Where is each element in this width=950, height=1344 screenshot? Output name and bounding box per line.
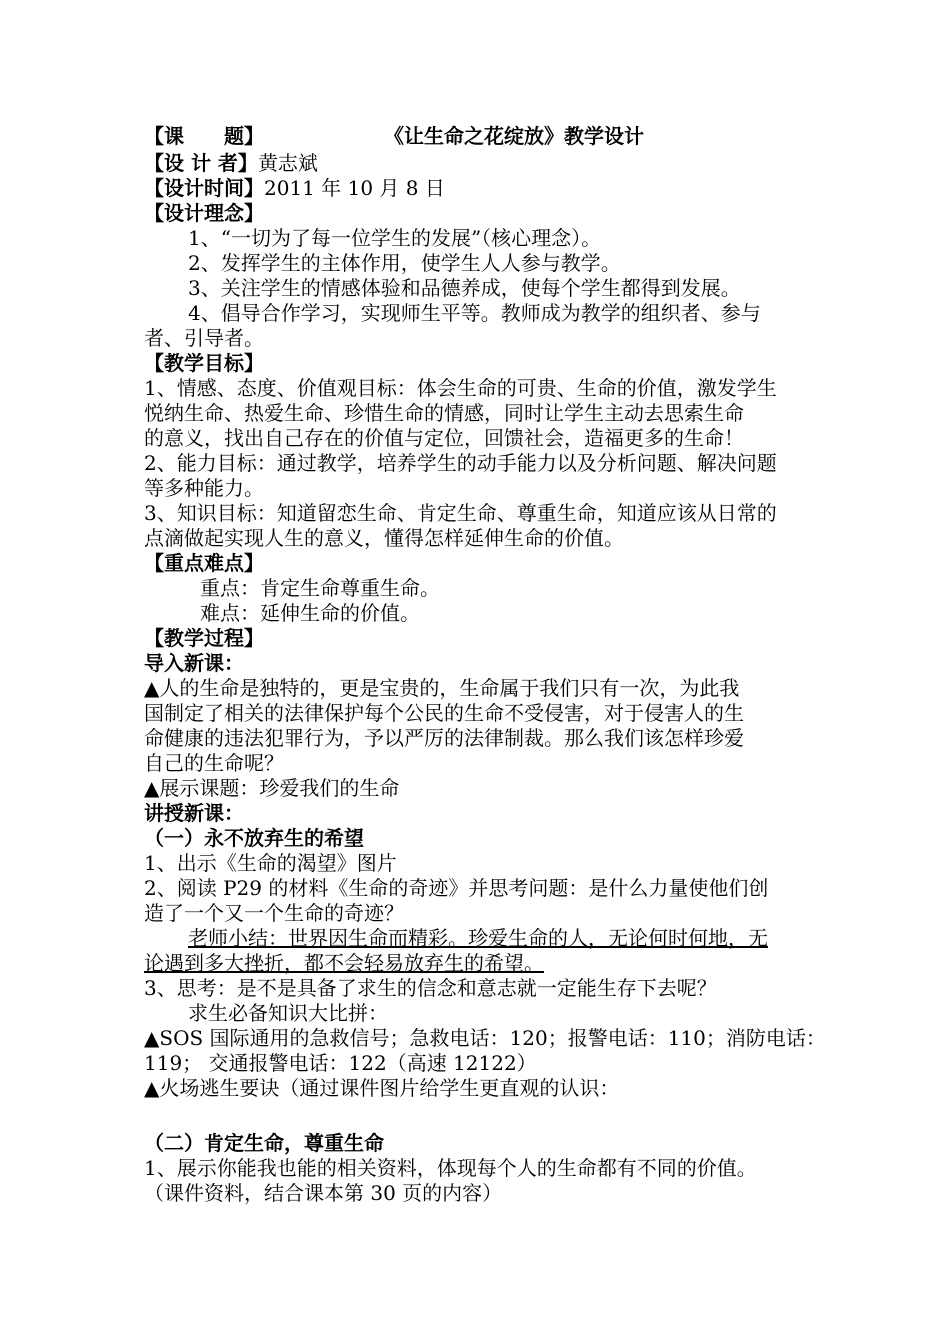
- teach-heading: 讲授新课：: [144, 801, 244, 825]
- designer-name: 黄志斌: [257, 151, 318, 175]
- keypoints-heading: 【重点难点】: [144, 551, 264, 575]
- survival-heading: 求生必备知识大比拼：: [188, 1001, 388, 1025]
- show-topic: ▲展示课题：珍爱我们的生命: [144, 776, 400, 800]
- concept-item: 2、发挥学生的主体作用，使学生人人参与教学。: [188, 251, 621, 275]
- part1-item: 1、出示《生命的渴望》图片: [144, 851, 397, 875]
- process-heading: 【教学过程】: [144, 626, 264, 650]
- sos-line: 119； 交通报警电话：122（高速 12122）: [144, 1051, 537, 1075]
- intro-line: ▲人的生命是独特的，更是宝贵的，生命属于我们只有一次，为此我: [144, 676, 740, 700]
- goal-line: 2、能力目标：通过教学，培养学生的动手能力以及分析问题、解决问题: [144, 451, 777, 475]
- document-title: 《让生命之花绽放》教学设计: [384, 124, 644, 148]
- intro-line: 命健康的违法犯罪行为，予以严厉的法律制裁。那么我们该怎样珍爱: [144, 726, 744, 750]
- teacher-summary: 老师小结：世界因生命而精彩。珍爱生命的人，无论何时何地，无: [188, 926, 768, 950]
- sos-line: ▲SOS 国际通用的急救信号；急救电话：120；报警电话：110；消防电话：: [144, 1026, 826, 1050]
- designer-label: 【设 计 者】: [144, 151, 258, 175]
- goal-line: 3、知识目标：知道留恋生命、肯定生命、尊重生命，知道应该从日常的: [144, 501, 777, 525]
- fire-escape-line: ▲火场逃生要诀（通过课件图片给学生更直观的认识：: [144, 1076, 620, 1100]
- topic-row: [144, 121, 816, 151]
- part2-line: 1、展示你能我也能的相关资料，体现每个人的生命都有不同的价值。: [144, 1156, 757, 1180]
- concept-heading: 【设计理念】: [144, 201, 264, 225]
- part1-item: 2、阅读 P29 的材料《生命的奇迹》并思考问题：是什么力量使他们创: [144, 876, 769, 900]
- intro-line: 自己的生命呢？: [144, 751, 284, 775]
- designer-row: [144, 151, 816, 176]
- topic-label: 【课 题】: [144, 124, 264, 148]
- goal-line: 1、情感、态度、价值观目标：体会生命的可贵、生命的价值，激发学生: [144, 376, 777, 400]
- date-label: 【设计时间】: [144, 176, 264, 200]
- intro-line: 国制定了相关的法律保护每个公民的生命不受侵害，对于侵害人的生: [144, 701, 744, 725]
- goals-heading: 【教学目标】: [144, 351, 264, 375]
- blank-line: [144, 1101, 816, 1131]
- goal-line: 悦纳生命、热爱生命、珍惜生命的情感，同时让学生主动去思索生命: [144, 401, 744, 425]
- date-row: [144, 176, 816, 201]
- part1-item-cont: 造了一个又一个生命的奇迹？: [144, 901, 404, 925]
- concept-item: 4、倡导合作学习，实现师生平等。教师成为教学的组织者、参与: [188, 301, 761, 325]
- goal-line: 的意义，找出自己存在的价值与定位，回馈社会，造福更多的生命！: [144, 426, 744, 450]
- part2-heading: （二）肯定生命，尊重生命: [144, 1131, 384, 1155]
- part1-item: 3、思考：是不是具备了求生的信念和意志就一定能生存下去呢？: [144, 976, 717, 1000]
- concept-item: 3、关注学生的情感体验和品德养成，使每个学生都得到发展。: [188, 276, 741, 300]
- goal-line: 等多种能力。: [144, 476, 264, 500]
- part1-heading: （一）永不放弃生的希望: [144, 826, 364, 850]
- concept-item: 1、“一切为了每一位学生的发展”（核心理念）。: [188, 226, 602, 250]
- intro-heading: 导入新课：: [144, 651, 244, 675]
- key-point: 重点：肯定生命尊重生命。: [200, 576, 440, 600]
- date-value: 2011 年 10 月 8 日: [264, 176, 445, 200]
- difficult-point: 难点：延伸生命的价值。: [200, 601, 420, 625]
- teacher-summary-cont: 论遇到多大挫折，都不会轻易放弃生的希望。: [144, 951, 544, 975]
- goal-line: 点滴做起实现人生的意义，懂得怎样延伸生命的价值。: [144, 526, 624, 550]
- concept-item-cont: 者、引导者。: [144, 326, 264, 350]
- part2-line: （课件资料，结合课本第 30 页的内容）: [144, 1181, 503, 1205]
- document-page: [144, 121, 826, 1206]
